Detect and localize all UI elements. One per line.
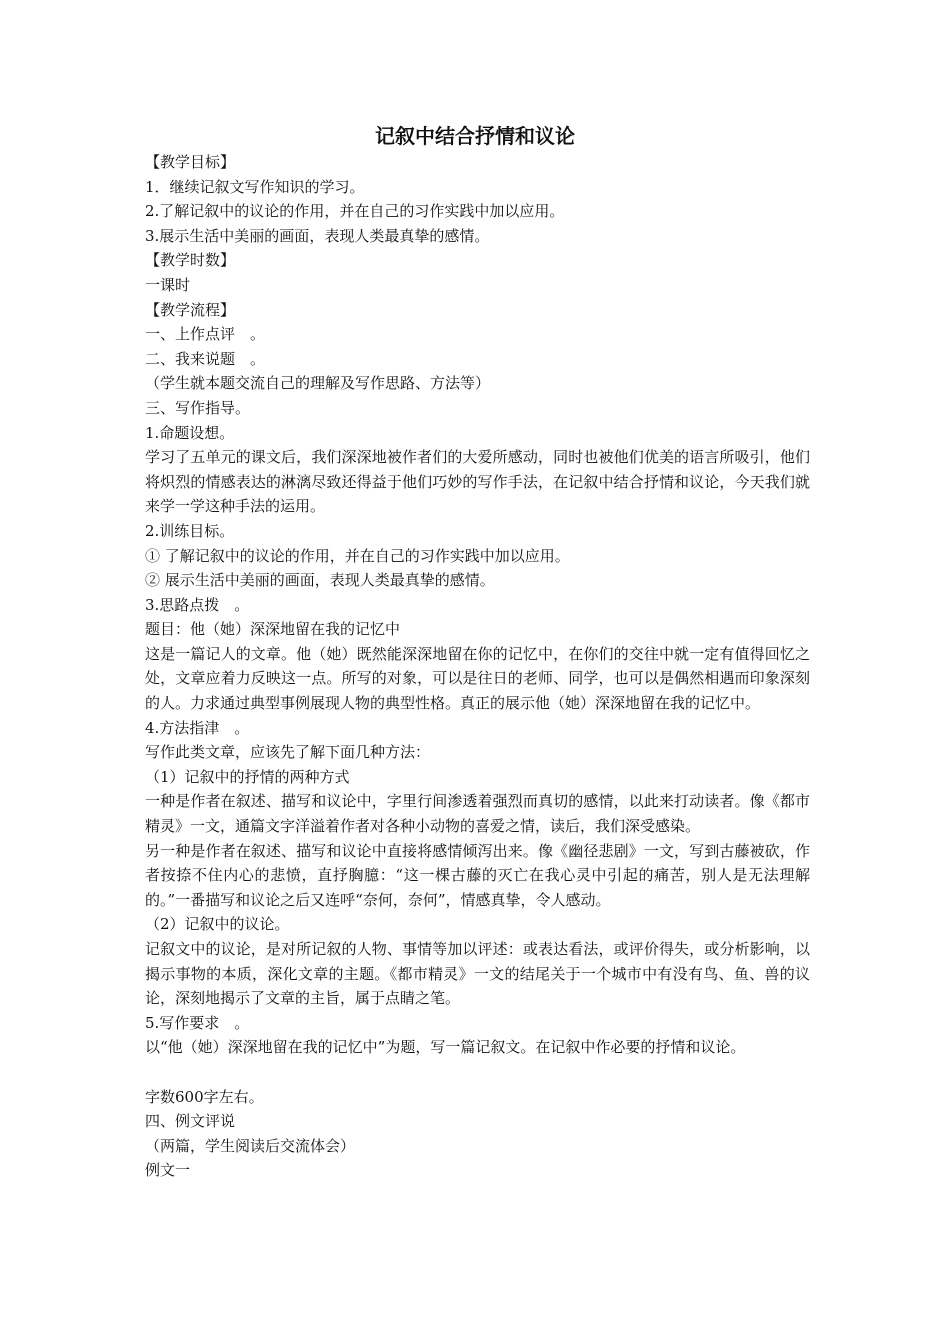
blank-line	[145, 1060, 810, 1085]
method-heading-lyric: （1）记叙中的抒情的两种方式	[145, 767, 350, 786]
paragraph-thinking-tips: 这是一篇记人的文章。他（她）既然能深深地留在你的记忆中，在你们的交往中就一定有值得回忆之处，文章应着力反映这一点。所写的对象，可以是往日的老师、同学，也可以是偶然相遇而印象深刻的人。力求通过典型事例展现人物的典型性格。真正的展示他（她）深深地留在我的记忆中。	[145, 644, 810, 713]
document-title: 记叙中结合抒情和议论	[375, 124, 575, 148]
process-step-2-note: （学生就本题交流自己的理解及写作思路、方法等）	[145, 374, 491, 393]
section-heading-teaching-hours: 【教学时数】	[145, 251, 236, 270]
paragraph-topic-idea: 学习了五单元的课文后，我们深深地被作者们的大爱所感动，同时也被他们优美的语言所吸引，他们将炽烈的情感表达的淋漓尽致还得益于他们巧妙的写作手法，在记叙中结合抒情和议论，今天我们就来学一学这种手法的运用。	[145, 448, 810, 516]
goal-item-2: 2.了解记叙中的议论的作用，并在自己的习作实践中加以应用。	[145, 202, 565, 221]
process-step-4: 四、例文评说	[145, 1112, 236, 1131]
section-heading-teaching-process: 【教学流程】	[145, 300, 236, 319]
subheading-method-guide: 4.方法指津 。	[145, 718, 250, 737]
section-heading-teaching-goals: 【教学目标】	[145, 153, 236, 171]
essay-topic: 题目：他（她）深深地留在我的记忆中	[145, 620, 401, 639]
paragraph-argument: 记叙文中的议论，是对所记叙的人物、事情等加以评述：或表达看法，或评价得失，或分析影响，以揭示事物的本质，深化文章的主题。《都市精灵》一文的结尾关于一个城市中有没有鸟、鱼、兽的议论，深刻地揭示了文章的主旨，属于点睛之笔。	[145, 940, 810, 1008]
paragraph-writing-requirements: 以“他（她）深深地留在我的记忆中”为题，写一篇记叙文。在记叙中作必要的抒情和议论。	[145, 1038, 746, 1057]
training-goal-1: ① 了解记叙中的议论的作用，并在自己的习作实践中加以应用。	[145, 546, 570, 565]
method-heading-argument: （2）记叙中的议论。	[145, 915, 290, 934]
subheading-writing-requirements: 5.写作要求 。	[145, 1013, 250, 1032]
word-count-requirement: 字数600字左右。	[145, 1087, 264, 1106]
teaching-hours-value: 一课时	[145, 275, 191, 294]
subheading-training-goals: 2.训练目标。	[145, 521, 235, 540]
paragraph-lyric-way-1: 一种是作者在叙述、描写和议论中，字里行间渗透着强烈而真切的感情，以此来打动读者。像《都市精灵》一文，通篇文字洋溢着作者对各种小动物的喜爱之情，读后，我们深受感染。	[145, 792, 810, 836]
subheading-thinking-tips: 3.思路点拨 。	[145, 595, 250, 614]
document-body	[145, 150, 810, 1183]
process-step-4-note: （两篇，学生阅读后交流体会）	[145, 1136, 356, 1155]
subheading-topic-idea: 1.命题设想。	[145, 423, 235, 442]
paragraph-lyric-way-2: 另一种是作者在叙述、描写和议论中直接将感情倾泻出来。像《幽径悲剧》一文，写到古藤被砍，作者按捺不住内心的悲愤，直抒胸臆：“这一棵古藤的灭亡在我心灵中引起的痛苦，别人是无法理解的。”一番描写和议论之后又连呼“奈何，奈何”，情感真挚，令人感动。	[145, 841, 810, 909]
goal-item-3: 3.展示生活中美丽的画面，表现人类最真挚的感情。	[145, 226, 490, 245]
example-essay-1-label: 例文一	[145, 1161, 191, 1180]
process-step-2: 二、我来说题 。	[145, 349, 266, 368]
process-step-1: 一、上作点评 。	[145, 325, 266, 344]
method-intro: 写作此类文章，应该先了解下面几种方法：	[145, 743, 431, 762]
goal-item-1: 1．继续记叙文写作知识的学习。	[145, 177, 365, 196]
training-goal-2: ② 展示生活中美丽的画面，表现人类最真挚的感情。	[145, 571, 495, 590]
process-step-3: 三、写作指导。	[145, 398, 251, 417]
